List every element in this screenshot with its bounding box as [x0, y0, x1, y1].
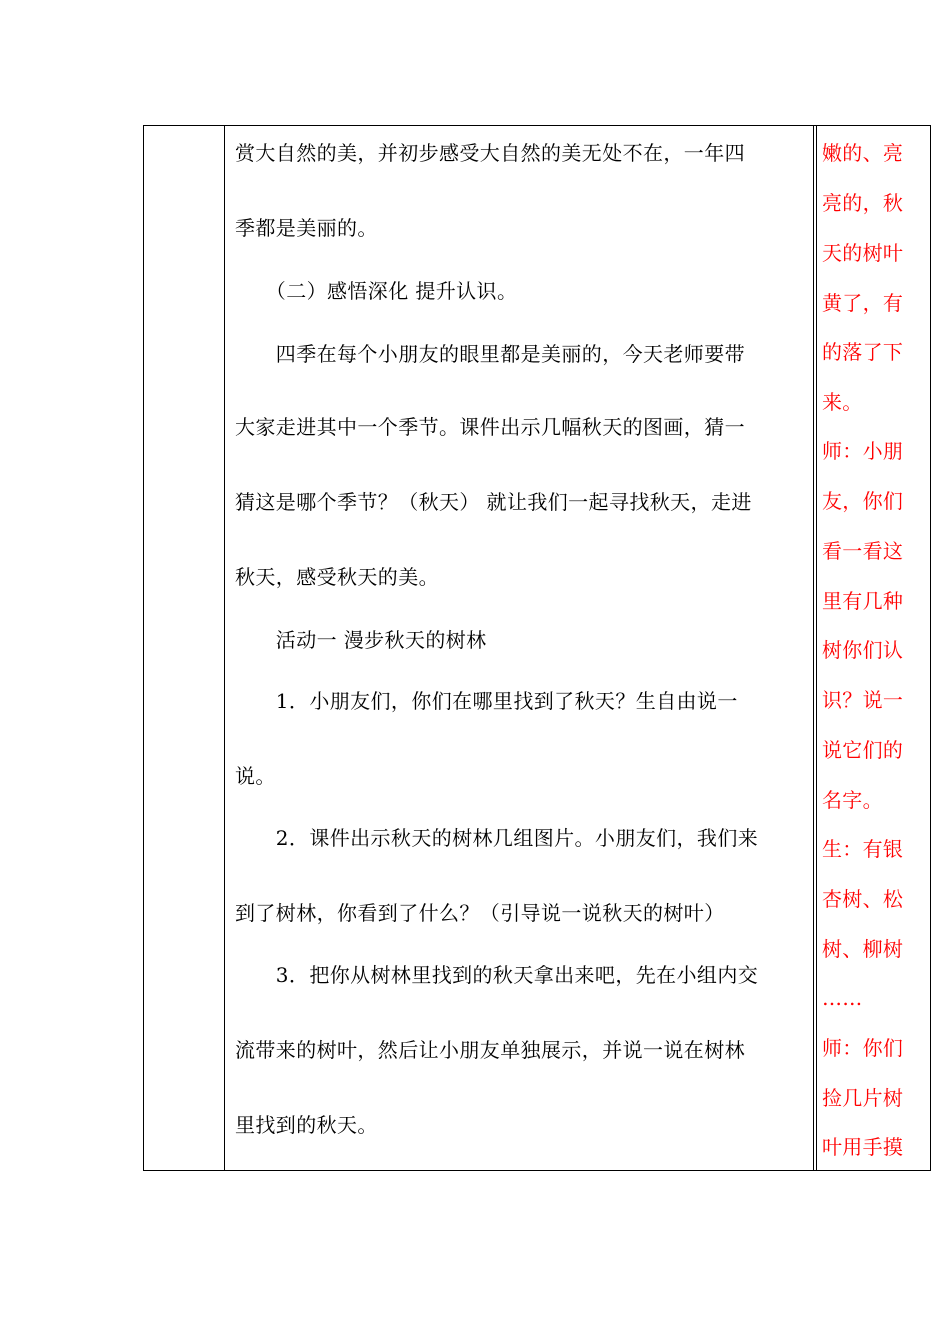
lesson-table — [143, 125, 931, 1171]
main-line: 3．把你从树林里找到的秋天拿出来吧，先在小组内交 — [235, 963, 759, 987]
side-line: 生：有银 — [822, 837, 904, 861]
main-line: 赏大自然的美，并初步感受大自然的美无处不在，一年四 — [235, 141, 745, 165]
main-line: （二）感悟深化 提升认识。 — [235, 279, 518, 303]
side-line: 识？说一 — [822, 688, 904, 712]
main-line: 秋天，感受秋天的美。 — [235, 565, 439, 589]
main-line: 猜这是哪个季节？（秋天） 就让我们一起寻找秋天，走进 — [235, 490, 752, 514]
side-line: 看一看这 — [822, 539, 904, 563]
side-line: 师：你们 — [822, 1036, 904, 1060]
main-line: 季都是美丽的。 — [235, 216, 378, 240]
main-line: 1．小朋友们，你们在哪里找到了秋天？生自由说一 — [235, 689, 738, 713]
side-line: 捡几片树 — [822, 1086, 904, 1110]
main-line: 流带来的树叶，然后让小朋友单独展示，并说一说在树林 — [235, 1038, 745, 1062]
main-line: 说。 — [235, 764, 276, 788]
side-line: 师：小朋 — [822, 439, 904, 463]
side-line: 友，你们 — [822, 489, 904, 513]
main-line: 大家走进其中一个季节。课件出示几幅秋天的图画，猜一 — [235, 415, 745, 439]
column-divider-right-outer — [816, 126, 817, 1170]
side-line: …… — [822, 986, 863, 1010]
side-line: 里有几种 — [822, 589, 904, 613]
side-line: 叶用手摸 — [822, 1135, 904, 1159]
main-line: 到了树林，你看到了什么？（引导说一说秋天的树叶） — [235, 901, 725, 925]
column-divider-right-inner — [813, 126, 814, 1170]
column-divider-left — [224, 126, 225, 1170]
side-line: 名字。 — [822, 788, 883, 812]
side-line: 嫩的、亮 — [822, 141, 904, 165]
side-line: 树你们认 — [822, 638, 904, 662]
side-line: 亮的，秋 — [822, 191, 904, 215]
side-line: 树、柳树 — [822, 937, 904, 961]
side-line: 杏树、松 — [822, 887, 904, 911]
side-line: 的落了下 — [822, 340, 904, 364]
main-line: 四季在每个小朋友的眼里都是美丽的，今天老师要带 — [235, 342, 745, 366]
side-line: 来。 — [822, 390, 863, 414]
main-line: 活动一 漫步秋天的树林 — [235, 628, 487, 652]
side-line: 黄了，有 — [822, 291, 904, 315]
side-line: 天的树叶 — [822, 241, 904, 265]
side-line: 说它们的 — [822, 738, 904, 762]
main-line: 里找到的秋天。 — [235, 1113, 378, 1137]
main-line: 2．课件出示秋天的树林几组图片。小朋友们，我们来 — [235, 826, 759, 850]
